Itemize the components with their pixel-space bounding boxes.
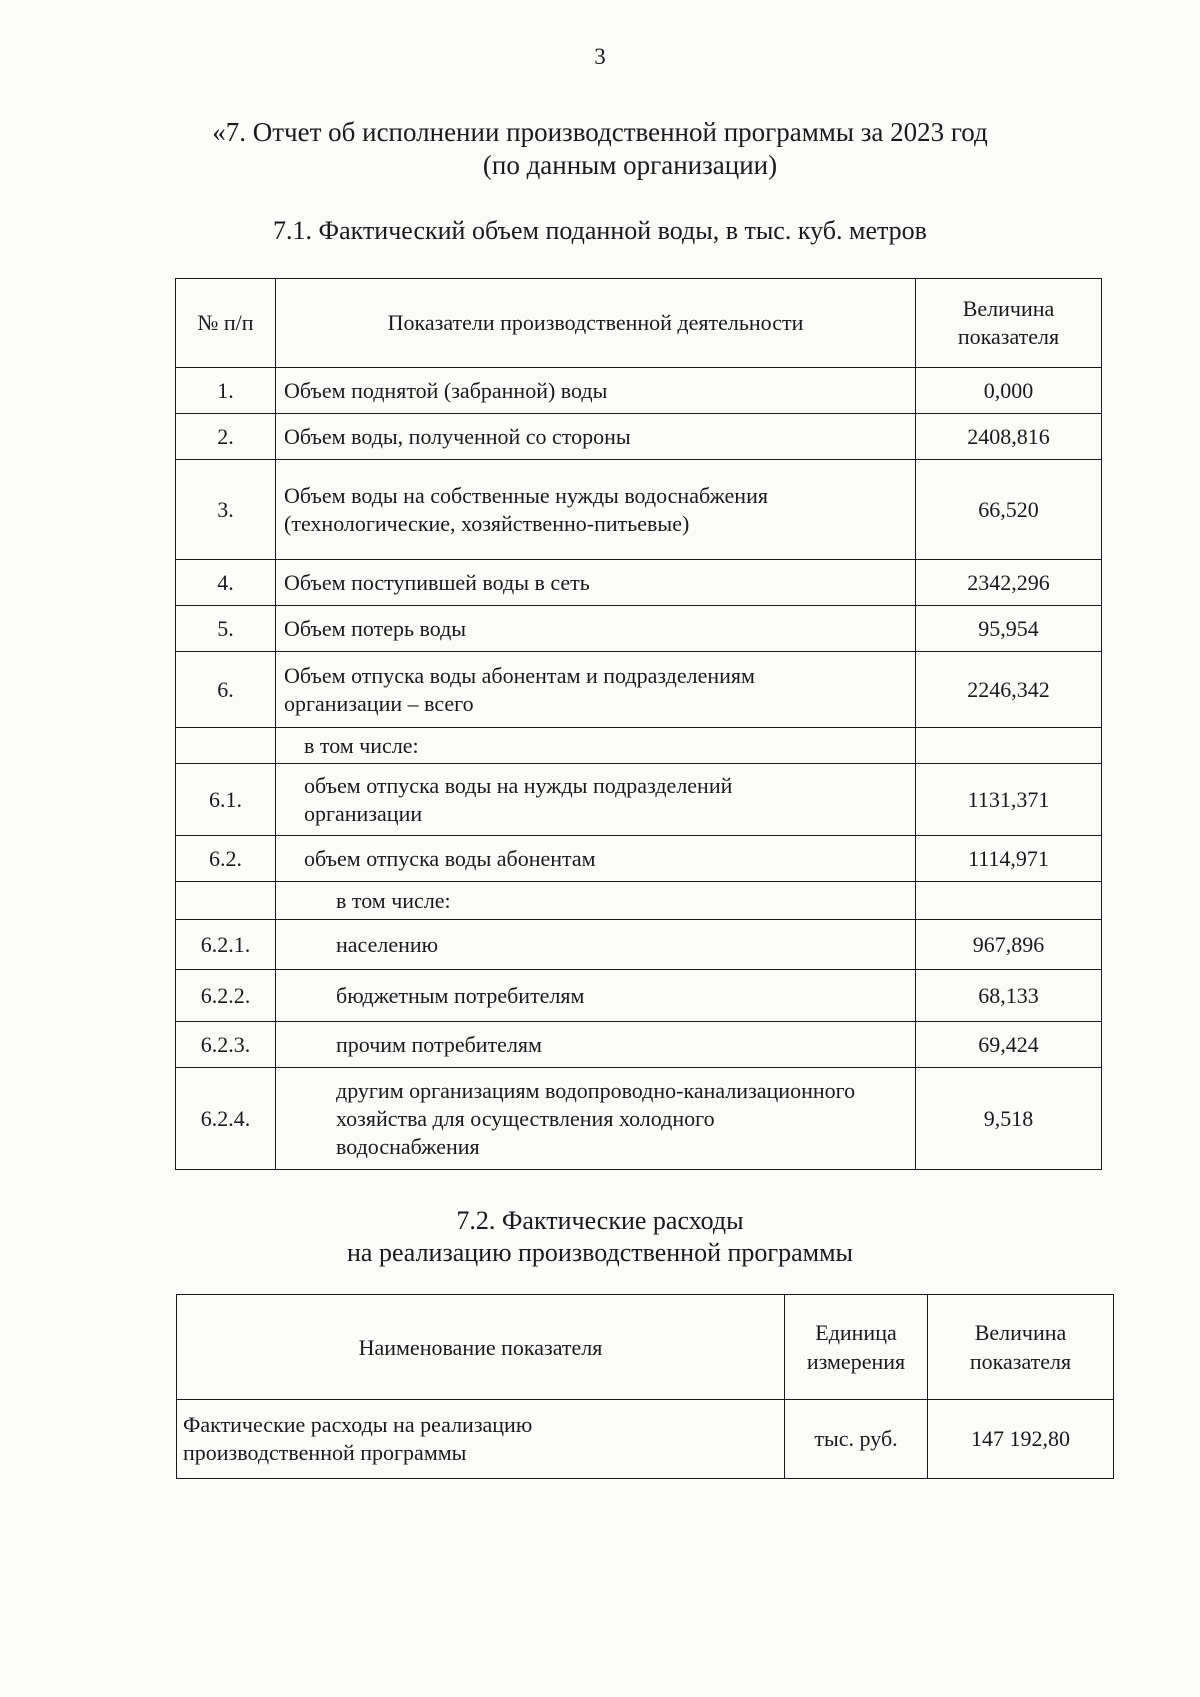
row-num: 6.	[176, 652, 276, 728]
row-name-line2: организации	[304, 800, 423, 826]
row-num: 5.	[176, 606, 276, 652]
table-header-row	[177, 1295, 1114, 1400]
header-value-line2: показателя	[957, 324, 1060, 349]
header-unit	[785, 1295, 928, 1400]
row-num: 6.2.4.	[176, 1068, 276, 1170]
header-value-line2: показателя	[969, 1349, 1072, 1374]
section-7-2-title-line2: на реализацию производственной программы	[346, 1238, 853, 1267]
row-name-line1: Фактические расходы на реализацию	[183, 1412, 533, 1437]
row-value: 967,896	[916, 920, 1102, 970]
table-row	[176, 1068, 1102, 1170]
row-name-line1: объем отпуска воды на нужды подразделений	[304, 772, 733, 798]
section-7-2-title	[0, 1205, 1200, 1269]
table-row	[176, 652, 1102, 728]
header-value	[916, 279, 1102, 368]
row-name-line1: Объем воды на собственные нужды водоснабжения	[284, 482, 768, 508]
row-name: в том числе:	[276, 882, 916, 920]
table-row	[176, 560, 1102, 606]
row-name: Объем поднятой (забранной) воды	[276, 368, 916, 414]
table-row	[176, 368, 1102, 414]
table-row	[176, 920, 1102, 970]
document-title-line2: (по данным организации)	[482, 150, 778, 180]
row-value: 9,518	[916, 1068, 1102, 1170]
row-num: 1.	[176, 368, 276, 414]
table-row	[176, 882, 1102, 920]
row-name-line2: производственной программы	[183, 1440, 467, 1465]
table-row	[176, 970, 1102, 1022]
table-row	[176, 460, 1102, 560]
section-7-2-title-line1: 7.2. Фактические расходы	[456, 1206, 744, 1235]
row-name	[276, 764, 916, 836]
row-name	[276, 460, 916, 560]
row-name-line2: организации – всего	[284, 690, 474, 716]
row-name-line2: (технологические, хозяйственно-питьевые)	[284, 510, 690, 536]
water-volume-table	[175, 278, 1102, 1170]
expenses-table	[176, 1294, 1114, 1479]
document-title-line1: «7. Отчет об исполнении производственной программы за 2023 год	[212, 117, 988, 147]
row-num: 4.	[176, 560, 276, 606]
row-name: в том числе:	[276, 728, 916, 764]
row-name: бюджетным потребителям	[276, 970, 916, 1022]
row-name-line1: другим организациям водопроводно-канализационного	[336, 1077, 856, 1103]
row-unit: тыс. руб.	[785, 1400, 928, 1479]
row-name: населению	[276, 920, 916, 970]
row-num	[176, 728, 276, 764]
header-unit-line1: Единица	[815, 1320, 897, 1345]
row-name: прочим потребителям	[276, 1022, 916, 1068]
table-header-row	[176, 279, 1102, 368]
row-name: объем отпуска воды абонентам	[276, 836, 916, 882]
row-value: 0,000	[916, 368, 1102, 414]
header-indicator-name: Наименование показателя	[177, 1295, 785, 1400]
table-row	[176, 764, 1102, 836]
row-value	[916, 882, 1102, 920]
header-indicator: Показатели производственной деятельности	[276, 279, 916, 368]
row-num: 6.2.	[176, 836, 276, 882]
row-value: 1131,371	[916, 764, 1102, 836]
row-value: 147 192,80	[928, 1400, 1114, 1479]
row-num: 3.	[176, 460, 276, 560]
row-value: 2408,816	[916, 414, 1102, 460]
row-value: 95,954	[916, 606, 1102, 652]
row-name: Объем потерь воды	[276, 606, 916, 652]
row-value: 1114,971	[916, 836, 1102, 882]
row-name-line3: водоснабжения	[336, 1133, 480, 1159]
table-row	[176, 606, 1102, 652]
table-row	[176, 836, 1102, 882]
header-num: № п/п	[176, 279, 276, 368]
row-num: 6.2.3.	[176, 1022, 276, 1068]
header-value	[928, 1295, 1114, 1400]
row-value: 2246,342	[916, 652, 1102, 728]
header-unit-line2: измерения	[806, 1349, 906, 1374]
row-value: 69,424	[916, 1022, 1102, 1068]
section-7-1-title: 7.1. Фактический объем поданной воды, в тыс. куб. метров	[273, 216, 927, 245]
row-value: 2342,296	[916, 560, 1102, 606]
row-num	[176, 882, 276, 920]
page-number: 3	[594, 44, 606, 69]
row-num: 6.2.1.	[176, 920, 276, 970]
table-row	[176, 414, 1102, 460]
row-value: 66,520	[916, 460, 1102, 560]
document-title	[0, 116, 1200, 182]
row-num: 2.	[176, 414, 276, 460]
row-name: Объем поступившей воды в сеть	[276, 560, 916, 606]
table-row	[176, 728, 1102, 764]
row-name	[276, 1068, 916, 1170]
row-value	[916, 728, 1102, 764]
row-num: 6.1.	[176, 764, 276, 836]
row-name	[177, 1400, 785, 1479]
table-row	[177, 1400, 1114, 1479]
header-value-line1: Величина	[974, 1320, 1067, 1345]
row-name: Объем воды, полученной со стороны	[276, 414, 916, 460]
row-num: 6.2.2.	[176, 970, 276, 1022]
row-name	[276, 652, 916, 728]
row-name-line2: хозяйства для осуществления холодного	[336, 1105, 715, 1131]
table-row	[176, 1022, 1102, 1068]
row-value: 68,133	[916, 970, 1102, 1022]
header-value-line1: Величина	[962, 296, 1055, 321]
row-name-line1: Объем отпуска воды абонентам и подразделениям	[284, 662, 755, 688]
